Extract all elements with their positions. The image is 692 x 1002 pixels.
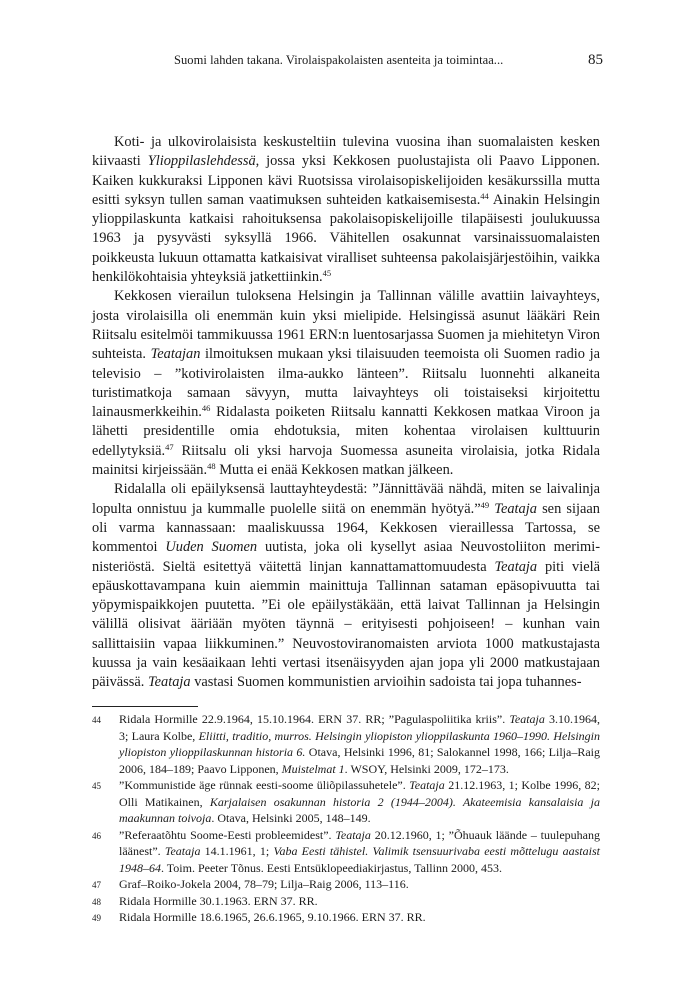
italic-text: Eliitti, traditio, murros. Helsingin yliopiston ylioppilaskunta 1960–1990. Helsingin yliopiston ylioppilaskunnan historia 6. [119, 728, 600, 759]
footnote-ref: 46 [201, 403, 211, 414]
italic-text: Vaba Eesti tähistel. Valimik tsensuurivaba eesti mõttelugu aastaist 1948–64 [119, 844, 600, 875]
text-run: Koti- ja ulkovirolaisista keskusteltiin tulevina vuosina ihan suomalaisten kesken kiivaasti [92, 134, 600, 170]
footnote [92, 827, 600, 877]
italic-text: Muistelmat 1 [281, 761, 345, 776]
footnote-number: 48 [92, 896, 101, 907]
text-run: Ridalalla oli epäilyksensä lauttayhteydestä: ”Jännittävää nähdä, miten se laivalinja lopulta onnistuu ja kummalle puolelle siitä on enemmän hyötyä.” [92, 481, 600, 517]
italic-text: Teataja [147, 674, 191, 691]
italic-text: Teataja [335, 827, 371, 842]
text-run: ”Referaatõhtu Soome-Eesti probleemidest”. [119, 827, 336, 842]
footnote-ref: 47 [165, 441, 174, 452]
italic-text: Uuden Suomen [165, 539, 258, 556]
text-run: Ridala Hormille 22.9.1964, 15.10.1964. ERN 37. RR; ”Pagulaspoliitika kriis”. [119, 712, 510, 726]
text-run: sen sijaan oli varma kannassaan: maaliskuussa 1964, Kekkosen vieraillessa Tartossa, se kommentoi [92, 500, 600, 556]
text-run: ”Kommunistide äge rünnak eesti-soome üliõpilassuhetele”. [119, 778, 410, 792]
text-run: Ainakin Helsingin ylioppilaskunta katkaisi rahoituksensa pakolaisopiskelijoille tilapäisesti joulukuussa 1963 ja pysyvästi syksyllä 1966. Vähitellen osakunnat varsinaissuomalaisten poikkeusta lukuun ottamatta katkaisivat viralliset suhteensa pakolaisjärjestöihin, vaikka henkilökohtaisia yhteyksiä jatkettiinkin. [92, 191, 600, 286]
footnote-ref: 48 [207, 461, 216, 472]
footnote-rule [92, 706, 198, 707]
footnote [92, 876, 600, 893]
text-run: . Toim. Peeter Tõnus. Eesti Entsüklopeediakirjastus, Tallinn 2000, 453. [161, 860, 502, 875]
text-run: Ridala Hormille 18.6.1965, 26.6.1965, 9.10.1966. ERN 37. RR. [119, 910, 426, 924]
footnote-ref: 44 [480, 190, 489, 201]
body-text [92, 133, 600, 693]
footnotes [92, 711, 600, 926]
footnote-text [119, 877, 409, 891]
footnote-text [119, 828, 600, 875]
footnote [92, 777, 600, 827]
text-run: 20.12.1960, 1; ”Õhuauk läände – tuulepuhang läänest”. [119, 827, 600, 858]
text-run: . WSOY, Helsinki 2009, 172–173. [344, 761, 509, 776]
footnote [92, 893, 600, 910]
text-run: Riitsalu oli yksi harvoja Suomessa asuneita virolaisia, jotka Ridala mainitsi kirjeissään. [92, 442, 600, 479]
text-run: ilmoituksen mukaan yksi tilaisuuden teemoista oli Suomen radio ja televisio – ”kotivirolaisten ilma-aukko länteen”. Riitsalu luonnehti alkaneita turistimatkoja samaan sävyyn, mutta laivayhteys oli toistaiseksi kirjoitettu lainausmerkkeihin. [92, 346, 600, 421]
footnote-number: 46 [92, 830, 101, 841]
footnote-text [119, 910, 426, 924]
page-header [92, 53, 603, 71]
paragraph [92, 480, 600, 692]
text-run: , jossa yksi Kekkosen puolustajista oli Paavo Lipponen. Kaiken kukkuraksi Lipponen kävi Ruotsissa virolaisopiskelijoiden kesäkurssilla mutta esitti syksyn tullen saman vaatimuksen suhteiden katkaisemisesta. [92, 153, 600, 208]
footnote-number: 49 [92, 913, 101, 923]
text-run: Otava, Helsinki 1996, 81; Salokannel 1998, 166; Lilja–Raig 2006, 184–189; Paavo Lipponen, [119, 745, 600, 776]
text-run: Graf–Roiko-Jokela 2004, 78–79; Lilja–Raig 2006, 113–116. [119, 877, 409, 891]
text-run: . Otava, Helsinki 2005, 148–149. [211, 811, 371, 825]
text-run: Ridala Hormille 30.1.1963. ERN 37. RR. [119, 893, 318, 908]
text-run: Ridalasta poiketen Riitsalu kannatti Kekkosen matkaa Viroon ja lähetti presidentille omia ehdotuksia, miten kohentaa virolaisen kulttuurin edellytyksiä. [92, 404, 600, 459]
paragraph [92, 287, 600, 480]
text-run: piti vielä epäuskottavampana kuin aiemmin mainittuja Tallinnan sataman epäsopivuutta tai yöpymispaikkojen puutetta. ”Ei ole epäilystäkään, että laivat Tallinnan ja Helsingin välillä olisivat ääriään myöten täynnä – erityisesti pohjoiseen! – kunhan vain sallittaisiin vapaa liikkuminen.” Neuvostoviranomaisten arviota 1000 matkustajasta kuussa ja vain kesäaikaan lehti vertasi itsenäisyyden ajan jopa yli 2000 matkustajaan päivässä. [92, 558, 600, 691]
text-run: 3.10.1964, 3; Laura Kolbe, [119, 712, 601, 743]
paragraph [92, 133, 600, 287]
running-title: Suomi lahden takana. Virolaispakolaisten asenteita ja toimintaa... [174, 53, 504, 67]
italic-text: Teataja [494, 558, 538, 575]
footnote-ref: 45 [322, 268, 332, 279]
text-run: Mutta ei enää Kekkosen matkan jälkeen. [215, 462, 454, 479]
italic-text: Teataja [509, 712, 545, 726]
italic-text: Ylioppilaslehdessä [147, 153, 256, 170]
footnote-number: 47 [92, 880, 101, 890]
footnote-text [119, 712, 600, 776]
italic-text: Teataja [164, 844, 201, 858]
italic-text: Teatajan [150, 346, 201, 363]
text-run: Kekkosen vierailun tuloksena Helsingin ja Tallinnan välille avattiin laivayhteys, josta virolaisilla oli enemmän kuin yksi mielipide. Helsingissä asunut lääkäri Rein Riitsalu esitelmöi tammikuussa 1961 ERN:n luentosarjassa Suomen ja miehitetyn Viron suhteista. [92, 288, 600, 363]
italic-text: Karjalaisen osakunnan historia 2 (1944–2004). Akateemisia kansalaisia ja maakunnan toivoja [119, 794, 600, 825]
footnote [92, 711, 600, 777]
page-number: 85 [588, 52, 603, 68]
footnote-ref: 49 [480, 499, 490, 510]
text-run: vastasi Suomen kommunistien arvioihin sadoista tai jopa tuhannes- [190, 674, 582, 691]
italic-text: Teataja [494, 500, 537, 517]
footnote [92, 909, 600, 926]
text-run: 14.1.1961, 1; [200, 844, 274, 858]
italic-text: Teataja [409, 778, 445, 792]
footnote-text [119, 778, 600, 825]
text-run: 21.12.1963, 1; Kolbe 1996, 82; Olli Matikainen, [119, 778, 600, 809]
text-run: uutista, joka oli kysellyt asiaa Neuvostoliiton meriministeriöstä. Sieltä esitettyä väitettä linjan kannattamattomuudesta [92, 539, 600, 575]
footnote-text [119, 894, 318, 908]
footnote-number: 44 [92, 715, 101, 725]
footnote-number: 45 [92, 781, 101, 791]
